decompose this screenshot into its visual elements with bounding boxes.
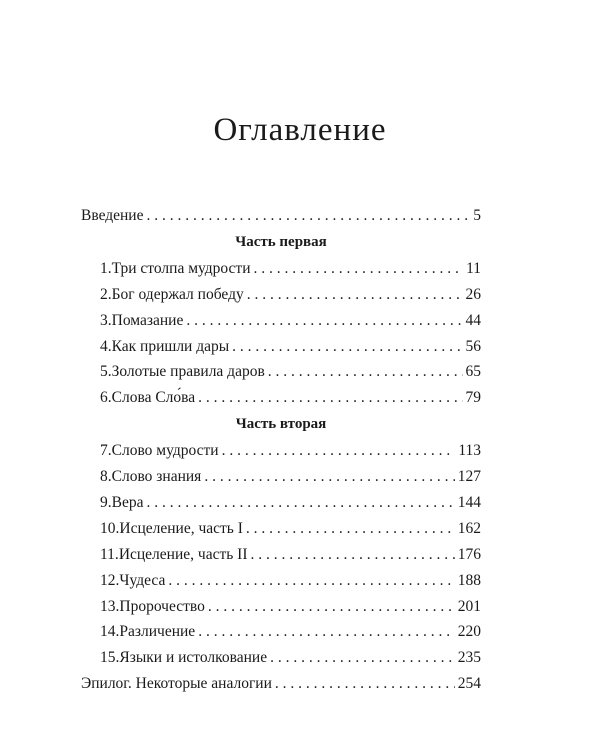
chapter-number: 15. [100, 649, 120, 667]
toc-entry-label: Эпилог. Некоторые аналогии [81, 675, 272, 693]
toc-entry[interactable] [81, 385, 481, 411]
chapter-number: 3. [100, 311, 112, 329]
chapter-number: 8. [100, 468, 112, 486]
toc-entry[interactable] [81, 256, 481, 282]
toc-entry-label: Языки и истолкование [119, 649, 268, 667]
dot-leader [254, 256, 464, 282]
toc-entry[interactable] [81, 359, 481, 385]
chapter-number: 4. [100, 337, 112, 355]
toc-entry-epilogue[interactable] [81, 671, 481, 697]
toc-entry-intro[interactable] [81, 203, 481, 229]
toc-entry-label: Бог одержал победу [111, 285, 244, 303]
dot-leader [198, 619, 455, 645]
toc-entry-page: 254 [457, 675, 481, 693]
toc-entry-page: 176 [457, 545, 481, 563]
toc-entry[interactable] [81, 568, 481, 594]
toc-entry-label: Три столпа мудрости [111, 259, 251, 277]
toc-entry[interactable] [81, 542, 481, 568]
chapter-number: 12. [100, 571, 120, 589]
dot-leader [198, 385, 462, 411]
toc-entry-page: 220 [457, 623, 481, 641]
toc-entry[interactable] [81, 438, 481, 464]
toc-entry-page: 188 [457, 571, 481, 589]
dot-leader [246, 516, 455, 542]
chapter-number: 2. [100, 285, 112, 303]
chapter-number: 5. [100, 363, 112, 381]
toc-entry[interactable] [81, 464, 481, 490]
toc-entry[interactable] [81, 619, 481, 645]
chapter-number: 10. [100, 519, 120, 537]
toc-entry-page: 113 [458, 442, 481, 460]
toc-entry-label: Введение [81, 207, 144, 224]
toc-entry-label: Чудеса [119, 571, 166, 589]
toc-entry-page: 162 [457, 519, 481, 537]
toc-entry-page: 79 [465, 389, 481, 407]
toc-entry[interactable] [81, 645, 481, 671]
chapter-number: 9. [100, 494, 112, 512]
chapter-number: 11. [100, 545, 119, 563]
dot-leader [232, 334, 462, 360]
toc-entry-page: 56 [465, 337, 481, 355]
toc-entry[interactable] [81, 516, 481, 542]
chapter-number: 6. [100, 389, 112, 407]
toc-entry-label: Как пришли дары [111, 337, 230, 355]
dot-leader [168, 568, 454, 594]
toc-entry-label: Слова Сло́ва [111, 389, 196, 407]
toc-entry-label: Вера [111, 494, 144, 512]
dot-leader [270, 645, 455, 671]
dot-leader [275, 671, 455, 697]
toc-entry-page: 11 [466, 259, 481, 277]
toc-entry[interactable] [81, 334, 481, 360]
toc-entry-label: Различение [119, 623, 196, 641]
dot-leader [268, 359, 463, 385]
toc-entry-label: Помазание [111, 311, 184, 329]
chapter-number: 1. [100, 259, 112, 277]
toc-entry[interactable] [81, 282, 481, 308]
chapter-number: 7. [100, 442, 112, 460]
toc-entry-page: 235 [457, 649, 481, 667]
toc-entry-page: 127 [457, 468, 481, 486]
dot-leader [186, 308, 462, 334]
chapter-number: 13. [100, 597, 120, 615]
page-title: Оглавление [213, 112, 387, 148]
table-of-contents [81, 203, 481, 697]
toc-entry[interactable] [81, 594, 481, 620]
toc-entry-label: Исцеление, часть II [118, 545, 248, 563]
dot-leader [222, 438, 456, 464]
toc-entry-page: 44 [465, 311, 481, 329]
toc-entry-page: 201 [457, 597, 481, 615]
dot-leader [208, 594, 455, 620]
toc-entry[interactable] [81, 490, 481, 516]
toc-entry-label: Золотые правила даров [111, 363, 265, 381]
dot-leader [247, 282, 463, 308]
toc-entry-label: Исцеление, часть I [119, 519, 243, 537]
dot-leader [146, 203, 470, 229]
dot-leader [204, 464, 454, 490]
toc-entry-page: 144 [457, 494, 481, 512]
toc-entry-page: 5 [473, 207, 481, 224]
dot-leader [251, 542, 455, 568]
part-heading: Часть вторая [235, 416, 327, 433]
toc-entry-label: Слово мудрости [111, 442, 219, 460]
toc-entry-label: Пророчество [119, 597, 205, 615]
part-heading: Часть первая [235, 233, 327, 250]
dot-leader [146, 490, 454, 516]
toc-entry-page: 65 [465, 363, 481, 381]
chapter-number: 14. [100, 623, 120, 641]
toc-entry-page: 26 [465, 285, 481, 303]
toc-entry-label: Слово знания [111, 468, 202, 486]
toc-entry[interactable] [81, 308, 481, 334]
